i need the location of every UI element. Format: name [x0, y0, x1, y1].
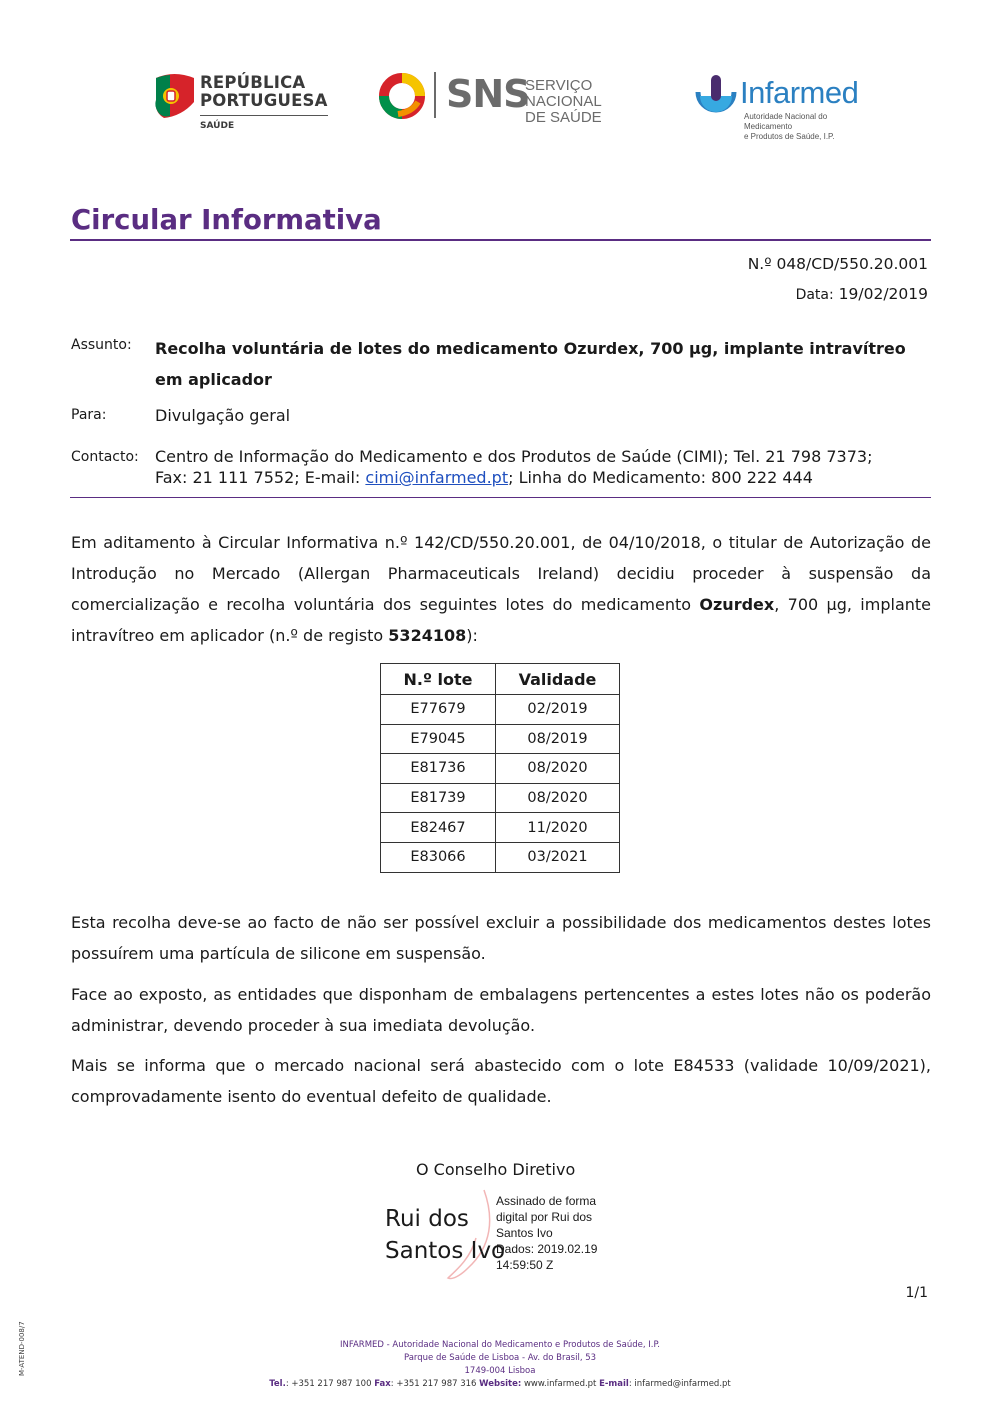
- signatory-name-line2: Santos Ivo: [385, 1238, 506, 1264]
- intro-text-c: , 700 µg, implante intravítreo em aplicador (n.º de registo: [71, 595, 932, 645]
- supply-paragraph: Mais se informa que o mercado nacional será abastecido com o lote E84533 (validade 10/09/2021), comprovadamente isento do eventual defeito de qualidade.: [71, 1056, 931, 1106]
- sns-logo: [378, 72, 648, 126]
- infarmed-sub2: e Produtos de Saúde, I.P.: [744, 132, 835, 141]
- contact-line2: [155, 468, 813, 487]
- lot-cell: E81739: [381, 783, 496, 813]
- republica-saude: SAÚDE: [200, 121, 235, 131]
- validity-cell: 08/2020: [496, 754, 620, 784]
- footer-fax-label: Fax: [374, 1379, 391, 1389]
- product-name: Ozurdex: [699, 595, 775, 614]
- sns-acronym: SNS: [446, 72, 530, 116]
- registration-number: 5324108: [388, 626, 467, 645]
- column-header-lot: N.º lote: [381, 664, 496, 695]
- footer-tel-label: Tel.: [269, 1379, 286, 1389]
- infarmed-drop-icon: [694, 74, 738, 118]
- date-label: Data:: [795, 287, 834, 303]
- footer-web-label: Website:: [479, 1379, 522, 1389]
- republica-line1: REPÚBLICA: [200, 73, 306, 92]
- table-row: [381, 813, 620, 843]
- infarmed-sub1: Autoridade Nacional do Medicamento: [744, 112, 828, 131]
- instruction-paragraph: Face ao exposto, as entidades que disponham de embalagens pertencentes a estes lotes não os poderão administrar, devendo proceder à sua imediata devolução.: [71, 985, 931, 1035]
- footer-postcode: 1749-004 Lisboa: [464, 1366, 536, 1376]
- validity-cell: 03/2021: [496, 842, 620, 872]
- contact-label: Contacto:: [71, 449, 139, 465]
- digital-signature-info: [496, 1193, 597, 1273]
- contact-fax: Fax: 21 111 7552; E-mail:: [155, 468, 366, 487]
- validity-cell: 11/2020: [496, 813, 620, 843]
- footer-contacts: [0, 1378, 1000, 1391]
- contact-email-link[interactable]: cimi@infarmed.pt: [365, 468, 509, 487]
- table-row: [381, 754, 620, 784]
- intro-text-a: Em aditamento à Circular Informativa n.º 142/CD/550.20.001, de 04/10/2018, o titular de Autorização de Introdução no Mercado (Allergan Pharmaceuticals Ireland) decidiu proceder à suspensão da comercialização e recolha voluntária dos seguintes lotes do medicamento: [71, 533, 931, 614]
- republica-line2: PORTUGUESA: [200, 91, 328, 110]
- lot-cell: E83066: [381, 842, 496, 872]
- column-header-validity: Validade: [496, 664, 620, 695]
- footer-email-label: E-mail: [599, 1379, 629, 1389]
- republica-divider: [200, 115, 328, 116]
- lot-cell: E82467: [381, 813, 496, 843]
- table-row: [381, 695, 620, 725]
- contact-line1: Centro de Informação do Medicamento e dos Produtos de Saúde (CIMI); Tel. 21 798 7373;: [155, 447, 873, 466]
- sns-line1: SERVIÇO NACIONAL: [525, 77, 602, 110]
- intro-text-e: ):: [466, 626, 478, 645]
- sns-line2: DE SAÚDE: [525, 109, 602, 126]
- lot-cell: E81736: [381, 754, 496, 784]
- footer-address: Parque de Saúde de Lisboa - Av. do Brasil, 53: [403, 1353, 597, 1363]
- circular-number: N.º 048/CD/550.20.001: [747, 255, 928, 273]
- subject-label: Assunto:: [71, 337, 132, 353]
- date-value: 19/02/2019: [838, 285, 928, 303]
- to-label: Para:: [71, 407, 107, 423]
- lot-cell: E79045: [381, 724, 496, 754]
- validity-cell: 08/2020: [496, 783, 620, 813]
- document-title: Circular Informativa: [71, 204, 382, 236]
- form-code: M-ATEND-008/7: [18, 1321, 26, 1376]
- sns-divider: [434, 72, 436, 118]
- validity-cell: 08/2019: [496, 724, 620, 754]
- reason-paragraph: Esta recolha deve-se ao facto de não ser possível excluir a possibilidade dos medicamentos destes lotes possuírem uma partícula de silicone em suspensão.: [71, 913, 931, 963]
- title-rule: [70, 239, 931, 241]
- infarmed-name: Infarmed: [740, 75, 859, 110]
- republica-portuguesa-logo: [152, 72, 342, 134]
- intro-paragraph: [71, 527, 931, 651]
- lot-cell: E77679: [381, 695, 496, 725]
- table-row: [381, 724, 620, 754]
- signatory-name-line1: Rui dos: [385, 1206, 469, 1232]
- validity-cell: 02/2019: [496, 695, 620, 725]
- signatory-name: [385, 1203, 505, 1267]
- footer-org: INFARMED - Autoridade Nacional do Medicamento e Produtos de Saúde, I.P.: [340, 1340, 660, 1350]
- signature-info-line: Dados: 2019.02.19: [496, 1242, 598, 1256]
- sns-ring-icon: [378, 72, 426, 120]
- page-number: 1/1: [905, 1285, 928, 1301]
- signature-info-line: 14:59:50 Z: [496, 1258, 554, 1272]
- signature-info-line: Assinado de forma: [496, 1194, 597, 1208]
- header-bottom-rule: [70, 497, 931, 498]
- contact-hotline: ; Linha do Medicamento: 800 222 444: [508, 468, 813, 487]
- infarmed-logo: [694, 74, 874, 141]
- signature-info-line: digital por Rui dos: [496, 1210, 593, 1224]
- footer-tel: : +351 217 987 100: [285, 1379, 375, 1389]
- lots-table: [380, 663, 620, 873]
- footer-email-link[interactable]: : infarmed@infarmed.pt: [628, 1379, 731, 1389]
- table-row: [381, 842, 620, 872]
- table-row: [381, 783, 620, 813]
- circular-date: [796, 285, 928, 303]
- footer-web-link[interactable]: www.infarmed.pt: [521, 1379, 600, 1389]
- portugal-flag-emblem-icon: [152, 72, 198, 120]
- signature-info-line: Santos Ivo: [496, 1226, 553, 1240]
- table-header-row: [381, 664, 620, 695]
- to-value: Divulgação geral: [155, 406, 291, 425]
- council-label: O Conselho Diretivo: [416, 1160, 576, 1179]
- footer-fax: : +351 217 987 316: [390, 1379, 480, 1389]
- subject-text: Recolha voluntária de lotes do medicamento Ozurdex, 700 µg, implante intravítreo em aplicador: [155, 339, 906, 389]
